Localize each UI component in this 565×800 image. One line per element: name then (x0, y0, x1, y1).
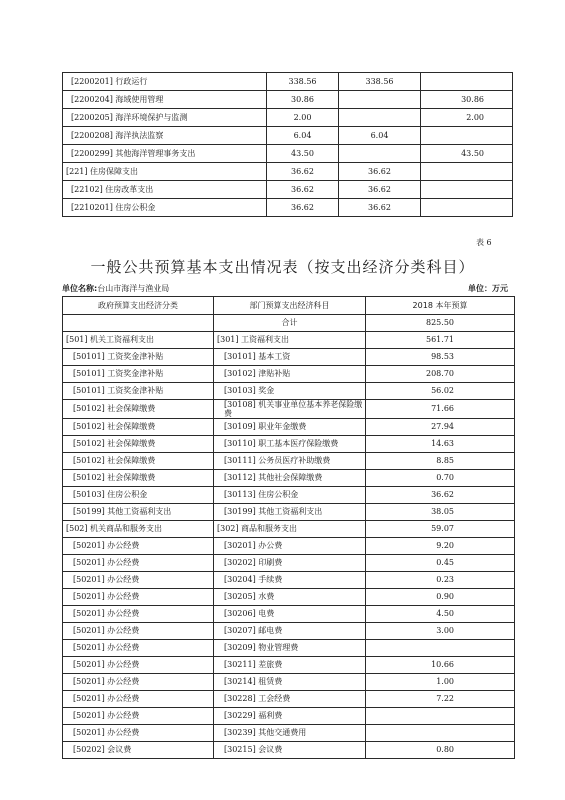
top-row-basic: 36.62 (339, 163, 421, 181)
top-row-project (421, 73, 513, 91)
gov-class-cell: [50102] 社会保障缴费 (63, 436, 214, 453)
dept-subject-cell: [30113] 住房公积金 (214, 487, 366, 504)
table-row (63, 366, 515, 383)
top-row-name: [2200205] 海洋环境保护与监测 (63, 109, 267, 127)
expenditure-table (62, 296, 515, 759)
top-row-project: 43.50 (421, 145, 513, 163)
budget-amount-cell: 561.71 (366, 332, 515, 349)
dept-subject-cell: [30214] 租赁费 (214, 674, 366, 691)
gov-class-cell: [50201] 办公经费 (63, 708, 214, 725)
top-row-total: 30.86 (267, 91, 339, 109)
unit-name-value: 台山市海洋与渔业局 (97, 284, 170, 293)
gov-class-cell: [50199] 其他工资福利支出 (63, 504, 214, 521)
table-row (63, 742, 515, 759)
dept-subject-cell: [30103] 奖金 (214, 383, 366, 400)
top-row-project (421, 181, 513, 199)
top-row-name: [2200204] 海域使用管理 (63, 91, 267, 109)
table-row (63, 521, 515, 538)
budget-amount-cell: 0.23 (366, 572, 515, 589)
budget-amount-cell: 38.05 (366, 504, 515, 521)
table-row (63, 555, 515, 572)
budget-amount-cell: 98.53 (366, 349, 515, 366)
budget-amount-cell: 10.66 (366, 657, 515, 674)
top-row-project (421, 127, 513, 145)
gov-class-cell: [50101] 工资奖金津补贴 (63, 383, 214, 400)
dept-subject-cell: [30102] 津贴补贴 (214, 366, 366, 383)
dept-subject-cell: [30201] 办公费 (214, 538, 366, 555)
dept-subject-cell: [30199] 其他工资福利支出 (214, 504, 366, 521)
gov-class-cell: [50201] 办公经费 (63, 572, 214, 589)
budget-amount-cell: 0.90 (366, 589, 515, 606)
top-row-name: [2200201] 行政运行 (63, 73, 267, 91)
total-value: 825.50 (366, 315, 515, 332)
table-row (63, 538, 515, 555)
dept-subject-cell: [30109] 职业年金缴费 (214, 419, 366, 436)
gov-class-cell: [502] 机关商品和服务支出 (63, 521, 214, 538)
budget-amount-cell (366, 708, 515, 725)
top-table-row (63, 145, 513, 163)
gov-class-cell: [50201] 办公经费 (63, 589, 214, 606)
budget-amount-cell: 0.80 (366, 742, 515, 759)
top-row-basic (339, 91, 421, 109)
dept-subject-cell: [302] 商品和服务支出 (214, 521, 366, 538)
unit-name-label: 单位名称: (62, 284, 98, 293)
top-table-row (63, 181, 513, 199)
top-row-total: 43.50 (267, 145, 339, 163)
dept-subject-cell: [30108] 机关事业单位基本养老保险缴费 (214, 400, 366, 419)
currency-unit: 单位：万元 (468, 284, 508, 293)
gov-class-cell: [501] 机关工资福利支出 (63, 332, 214, 349)
table-row (63, 572, 515, 589)
gov-class-cell: [50101] 工资奖金津补贴 (63, 349, 214, 366)
gov-class-cell: [50201] 办公经费 (63, 640, 214, 657)
top-row-project (421, 199, 513, 217)
budget-amount-cell: 59.07 (366, 521, 515, 538)
dept-subject-cell: [30204] 手续费 (214, 572, 366, 589)
header-dept-subject: 部门预算支出经济科目 (214, 297, 366, 315)
table-row (63, 708, 515, 725)
budget-amount-cell: 14.63 (366, 436, 515, 453)
table-row (63, 349, 515, 366)
top-row-name: [2200208] 海洋执法监察 (63, 127, 267, 145)
table-row (63, 674, 515, 691)
header-row (63, 297, 515, 315)
budget-amount-cell: 71.66 (366, 400, 515, 419)
top-row-total: 36.62 (267, 163, 339, 181)
top-table-row (63, 163, 513, 181)
gov-class-cell: [50201] 办公经费 (63, 555, 214, 572)
top-row-basic: 6.04 (339, 127, 421, 145)
top-row-name: [2200299] 其他海洋管理事务支出 (63, 145, 267, 163)
dept-subject-cell: [30101] 基本工资 (214, 349, 366, 366)
gov-class-cell: [50201] 办公经费 (63, 623, 214, 640)
dept-subject-cell: [30209] 物业管理费 (214, 640, 366, 657)
unit-line (62, 283, 514, 294)
budget-amount-cell: 56.02 (366, 383, 515, 400)
table-row (63, 332, 515, 349)
gov-class-cell: [50201] 办公经费 (63, 657, 214, 674)
table-row (63, 487, 515, 504)
top-row-name: [22102] 住房改革支出 (63, 181, 267, 199)
gov-class-cell: [50201] 办公经费 (63, 691, 214, 708)
header-budget: 2018 本年预算 (366, 297, 515, 315)
table-row (63, 606, 515, 623)
budget-amount-cell: 7.22 (366, 691, 515, 708)
top-row-project (421, 163, 513, 181)
gov-class-cell: [50103] 住房公积金 (63, 487, 214, 504)
budget-amount-cell: 36.62 (366, 487, 515, 504)
budget-amount-cell: 0.45 (366, 555, 515, 572)
table-row (63, 504, 515, 521)
table-row (63, 589, 515, 606)
budget-amount-cell: 208.70 (366, 366, 515, 383)
dept-subject-cell: [30239] 其他交通费用 (214, 725, 366, 742)
dept-subject-cell: [30228] 工会经费 (214, 691, 366, 708)
dept-subject-cell: [30111] 公务员医疗补助缴费 (214, 453, 366, 470)
table-row (63, 419, 515, 436)
top-table-row (63, 91, 513, 109)
top-row-basic (339, 109, 421, 127)
header-gov-class: 政府预算支出经济分类 (63, 297, 214, 315)
table-row (63, 383, 515, 400)
total-row (63, 315, 515, 332)
top-row-name: [2210201] 住房公积金 (63, 199, 267, 217)
dept-subject-cell: [30205] 水费 (214, 589, 366, 606)
budget-amount-cell: 1.00 (366, 674, 515, 691)
top-table-row (63, 199, 513, 217)
budget-amount-cell: 27.94 (366, 419, 515, 436)
gov-class-cell: [50102] 社会保障缴费 (63, 470, 214, 487)
budget-amount-cell (366, 725, 515, 742)
table-row (63, 725, 515, 742)
dept-subject-cell: [30110] 职工基本医疗保险缴费 (214, 436, 366, 453)
top-row-name: [221] 住房保障支出 (63, 163, 267, 181)
dept-subject-cell: [30206] 电费 (214, 606, 366, 623)
budget-amount-cell: 9.20 (366, 538, 515, 555)
top-row-basic (339, 145, 421, 163)
dept-subject-cell: [30112] 其他社会保障缴费 (214, 470, 366, 487)
table-number: 表 6 (476, 238, 492, 247)
table-row (63, 400, 515, 419)
top-row-total: 338.56 (267, 73, 339, 91)
gov-class-cell: [50201] 办公经费 (63, 674, 214, 691)
gov-class-cell: [50202] 会议费 (63, 742, 214, 759)
top-row-total: 2.00 (267, 109, 339, 127)
top-continuation-table (62, 72, 513, 217)
top-row-basic: 338.56 (339, 73, 421, 91)
dept-subject-cell: [30229] 福利费 (214, 708, 366, 725)
table-row (63, 623, 515, 640)
budget-amount-cell: 0.70 (366, 470, 515, 487)
gov-class-cell: [50101] 工资奖金津补贴 (63, 366, 214, 383)
gov-class-cell: [50201] 办公经费 (63, 606, 214, 623)
top-table-row (63, 127, 513, 145)
top-row-total: 36.62 (267, 199, 339, 217)
top-row-project: 2.00 (421, 109, 513, 127)
dept-subject-cell: [30202] 印刷费 (214, 555, 366, 572)
table-row (63, 691, 515, 708)
dept-subject-cell: [301] 工资福利支出 (214, 332, 366, 349)
table-row (63, 657, 515, 674)
top-row-total: 36.62 (267, 181, 339, 199)
budget-amount-cell: 8.85 (366, 453, 515, 470)
budget-amount-cell: 3.00 (366, 623, 515, 640)
top-row-project: 30.86 (421, 91, 513, 109)
document-title: 一般公共预算基本支出情况表（按支出经济分类科目） (90, 258, 475, 276)
top-row-basic: 36.62 (339, 181, 421, 199)
table-row (63, 453, 515, 470)
budget-amount-cell (366, 640, 515, 657)
top-table-row (63, 73, 513, 91)
gov-class-cell: [50102] 社会保障缴费 (63, 400, 214, 419)
gov-class-cell: [50102] 社会保障缴费 (63, 419, 214, 436)
table-row (63, 470, 515, 487)
top-row-total: 6.04 (267, 127, 339, 145)
dept-subject-cell: [30207] 邮电费 (214, 623, 366, 640)
top-table-row (63, 109, 513, 127)
table-row (63, 640, 515, 657)
gov-class-cell: [50201] 办公经费 (63, 538, 214, 555)
budget-amount-cell: 4.50 (366, 606, 515, 623)
table-row (63, 436, 515, 453)
top-row-basic: 36.62 (339, 199, 421, 217)
dept-subject-cell: [30211] 差旅费 (214, 657, 366, 674)
gov-class-cell: [50102] 社会保障缴费 (63, 453, 214, 470)
dept-subject-cell: [30215] 会议费 (214, 742, 366, 759)
total-label: 合计 (214, 315, 366, 332)
gov-class-cell: [50201] 办公经费 (63, 725, 214, 742)
